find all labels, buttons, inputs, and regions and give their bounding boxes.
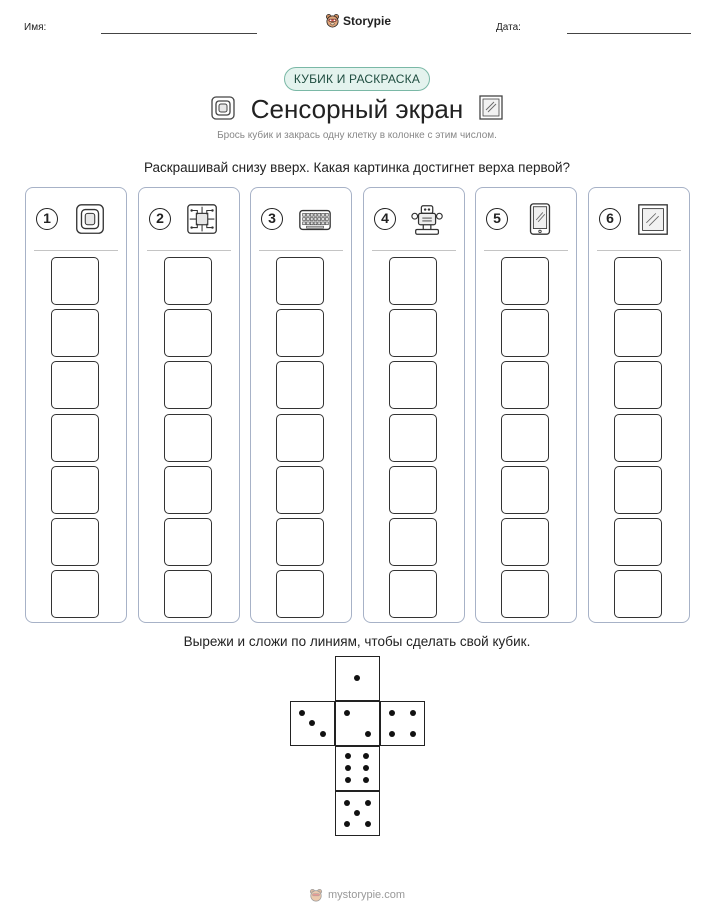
column-divider bbox=[484, 250, 568, 251]
dice-face-2 bbox=[335, 701, 380, 746]
dice-face-6 bbox=[335, 746, 380, 791]
cut-instruction: Вырежи и сложи по линиям, чтобы сделать свой кубик. bbox=[183, 634, 531, 649]
column-number: 5 bbox=[486, 208, 508, 230]
circuit-chip-icon bbox=[185, 202, 221, 238]
column-divider bbox=[259, 250, 343, 251]
coloring-cell[interactable] bbox=[389, 361, 437, 409]
coloring-cell[interactable] bbox=[51, 309, 99, 357]
coloring-cell[interactable] bbox=[51, 466, 99, 514]
coloring-cell[interactable] bbox=[276, 518, 324, 566]
column-divider bbox=[34, 250, 118, 251]
dice-face-5 bbox=[335, 791, 380, 836]
coloring-cell[interactable] bbox=[501, 570, 549, 618]
category-badge: КУБИК И РАСКРАСКА bbox=[284, 67, 430, 91]
coloring-cell[interactable] bbox=[501, 518, 549, 566]
coloring-cell[interactable] bbox=[276, 309, 324, 357]
coloring-cell[interactable] bbox=[389, 257, 437, 305]
coloring-cell[interactable] bbox=[501, 361, 549, 409]
column-divider bbox=[597, 250, 681, 251]
coloring-cell[interactable] bbox=[51, 570, 99, 618]
column-number: 6 bbox=[599, 208, 621, 230]
dice-pip bbox=[410, 731, 416, 737]
column-number: 3 bbox=[261, 208, 283, 230]
name-line bbox=[101, 33, 257, 34]
glass-screen-icon bbox=[635, 202, 671, 238]
bear-mascot-icon bbox=[325, 13, 340, 28]
coloring-cell[interactable] bbox=[51, 361, 99, 409]
date-line bbox=[567, 33, 691, 34]
dice-pip bbox=[363, 765, 369, 771]
dice-face-4 bbox=[380, 701, 425, 746]
coloring-cell[interactable] bbox=[501, 257, 549, 305]
name-label: Имя: bbox=[24, 22, 47, 33]
coloring-cell[interactable] bbox=[51, 257, 99, 305]
dice-column-2 bbox=[138, 187, 240, 623]
footer-url: mystorypie.com bbox=[327, 889, 406, 901]
dice-pip bbox=[345, 765, 351, 771]
dice-pip bbox=[299, 710, 305, 716]
coloring-cell[interactable] bbox=[276, 466, 324, 514]
storypie-logo bbox=[325, 13, 391, 28]
home-button-icon bbox=[72, 202, 108, 238]
coloring-cell[interactable] bbox=[51, 414, 99, 462]
dice-pip bbox=[389, 710, 395, 716]
coloring-cell[interactable] bbox=[501, 309, 549, 357]
coloring-cell[interactable] bbox=[276, 570, 324, 618]
dice-column-1 bbox=[25, 187, 127, 623]
robot-machine-icon bbox=[410, 202, 446, 238]
dice-pip bbox=[354, 675, 360, 681]
coloring-cell[interactable] bbox=[389, 414, 437, 462]
coloring-cell[interactable] bbox=[51, 518, 99, 566]
coloring-cell[interactable] bbox=[389, 570, 437, 618]
coloring-cell[interactable] bbox=[614, 361, 662, 409]
dice-pip bbox=[354, 810, 360, 816]
date-label: Дата: bbox=[496, 22, 521, 33]
dice-pip bbox=[363, 753, 369, 759]
coloring-cell[interactable] bbox=[389, 518, 437, 566]
coloring-cell[interactable] bbox=[164, 518, 212, 566]
dice-pip bbox=[309, 720, 315, 726]
coloring-cell[interactable] bbox=[614, 518, 662, 566]
bear-mascot-icon bbox=[309, 888, 323, 902]
tablet-icon bbox=[522, 202, 558, 238]
coloring-cell[interactable] bbox=[614, 414, 662, 462]
dice-pip bbox=[344, 800, 350, 806]
instruction-text: Раскрашивай снизу вверх. Какая картинка достигнет верха первой? bbox=[143, 160, 571, 175]
page-subtitle: Брось кубик и закрась одну клетку в колонке с этим числом. bbox=[217, 130, 497, 141]
dice-pip bbox=[345, 753, 351, 759]
dice-pip bbox=[365, 731, 371, 737]
column-number: 4 bbox=[374, 208, 396, 230]
glass-screen-icon bbox=[478, 94, 504, 121]
coloring-cell[interactable] bbox=[389, 309, 437, 357]
footer bbox=[0, 888, 714, 902]
coloring-cell[interactable] bbox=[614, 257, 662, 305]
dice-pip bbox=[344, 821, 350, 827]
coloring-cell[interactable] bbox=[614, 570, 662, 618]
dice-column-4 bbox=[363, 187, 465, 623]
coloring-cell[interactable] bbox=[614, 309, 662, 357]
column-number: 1 bbox=[36, 208, 58, 230]
coloring-cell[interactable] bbox=[164, 570, 212, 618]
dice-column-6 bbox=[588, 187, 690, 623]
dice-pip bbox=[320, 731, 326, 737]
dice-face-3 bbox=[290, 701, 335, 746]
dice-pip bbox=[410, 710, 416, 716]
coloring-cell[interactable] bbox=[164, 361, 212, 409]
dice-face-1 bbox=[335, 656, 380, 701]
dice-pip bbox=[344, 710, 350, 716]
dice-pip bbox=[365, 800, 371, 806]
coloring-cell[interactable] bbox=[164, 309, 212, 357]
coloring-cell[interactable] bbox=[389, 466, 437, 514]
logo-text: Storypie bbox=[343, 13, 392, 28]
coloring-cell[interactable] bbox=[501, 466, 549, 514]
coloring-cell[interactable] bbox=[164, 257, 212, 305]
coloring-cell[interactable] bbox=[276, 257, 324, 305]
dice-pip bbox=[345, 777, 351, 783]
coloring-cell[interactable] bbox=[614, 466, 662, 514]
keyboard-icon bbox=[297, 202, 333, 238]
coloring-cell[interactable] bbox=[164, 414, 212, 462]
coloring-cell[interactable] bbox=[276, 414, 324, 462]
column-divider bbox=[372, 250, 456, 251]
dice-column-3 bbox=[250, 187, 352, 623]
coloring-cell[interactable] bbox=[501, 414, 549, 462]
column-divider bbox=[147, 250, 231, 251]
coloring-cell[interactable] bbox=[276, 361, 324, 409]
dice-pip bbox=[365, 821, 371, 827]
coloring-cell[interactable] bbox=[164, 466, 212, 514]
dice-pip bbox=[363, 777, 369, 783]
dice-pip bbox=[389, 731, 395, 737]
page-title: Сенсорный экран bbox=[250, 94, 464, 124]
dice-column-5 bbox=[475, 187, 577, 623]
column-number: 2 bbox=[149, 208, 171, 230]
